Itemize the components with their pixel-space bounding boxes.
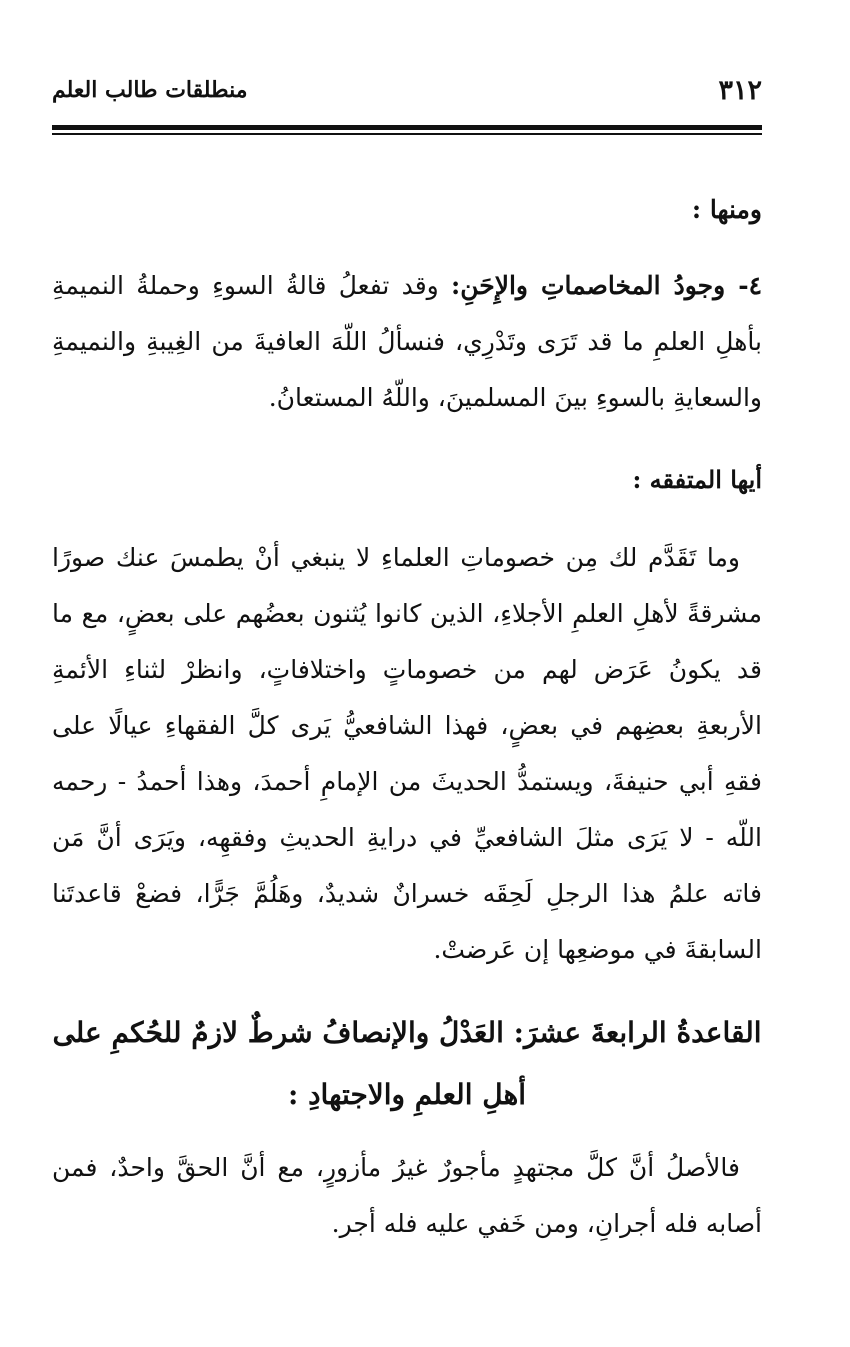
page-number: ٣١٢: [718, 74, 762, 106]
item-4-text: وقد تفعلُ قالةُ السوءِ وحملةُ النميمةِ بأهلِ العلمِ ما قد تَرَى وتَدْرِي، فنسألُ اللّهَ العافيةَ من الغِيبةِ والنميمةِ والسعايةِ بالسوءِ بينَ المسلمينَ، واللّهُ المستعانُ.: [52, 271, 762, 412]
running-title: منطلقات طالب العلم: [52, 77, 248, 103]
rule-heading: القاعدةُ الرابعةَ عشرَ: العَدْلُ والإنصافُ شرطٌ لازمٌ للحُكمِ على أهلِ العلمِ والاجتهادِ :: [52, 1016, 762, 1111]
header-rule-thick: [52, 125, 762, 130]
page-body: [52, 182, 762, 1252]
paragraph-2: فالأصلُ أنَّ كلَّ مجتهدٍ مأجورٌ غيرُ مأزورٍ، مع أنَّ الحقَّ واحدٌ، فمن أصابه فله أجرانِ، ومن خَفي عليه فله أجر.: [52, 1153, 762, 1238]
paragraph-1: وما تَقَدَّم لك مِن خصوماتِ العلماءِ لا ينبغي أنْ يطمسَ عنك صورًا مشرقةً لأهلِ العلمِ الأجلاءِ، الذين كانوا يُثنون بعضُهم على بعضٍ، مع ما قد يكونُ عَرَض لهم من خصوماتٍ واختلافاتٍ، وانظرْ لثناءِ الأئمةِ الأربعةِ بعضِهم في بعضٍ، فهذا الشافعيُّ يَرى كلَّ الفقهاءِ عيالًا على فقهِ أبي حنيفةَ، ويستمدُّ الحديثَ من الإمامِ أحمدَ، وهذا أحمدُ - رحمه اللّه - لا يَرَى مثلَ الشافعيِّ في درايةِ الحديثِ وفقهِه، ويَرَى أنَّ مَن فاته علمُ هذا الرجلِ لَحِقَه خسرانٌ شديدٌ، وهَلُمَّ جَرًّا، فضعْ قاعدتَنا السابقةَ في موضعِها إن عَرضتْ.: [52, 543, 762, 964]
header-rule-thin: [52, 133, 762, 135]
address-heading: أيها المتفقه :: [632, 465, 762, 494]
page-header: [52, 70, 762, 110]
numbered-item-4: [52, 258, 762, 426]
section-label: ومنها :: [691, 195, 762, 224]
item-4-lead: ٤- وجودُ المخاصماتِ والإِحَنِ:: [451, 271, 763, 300]
